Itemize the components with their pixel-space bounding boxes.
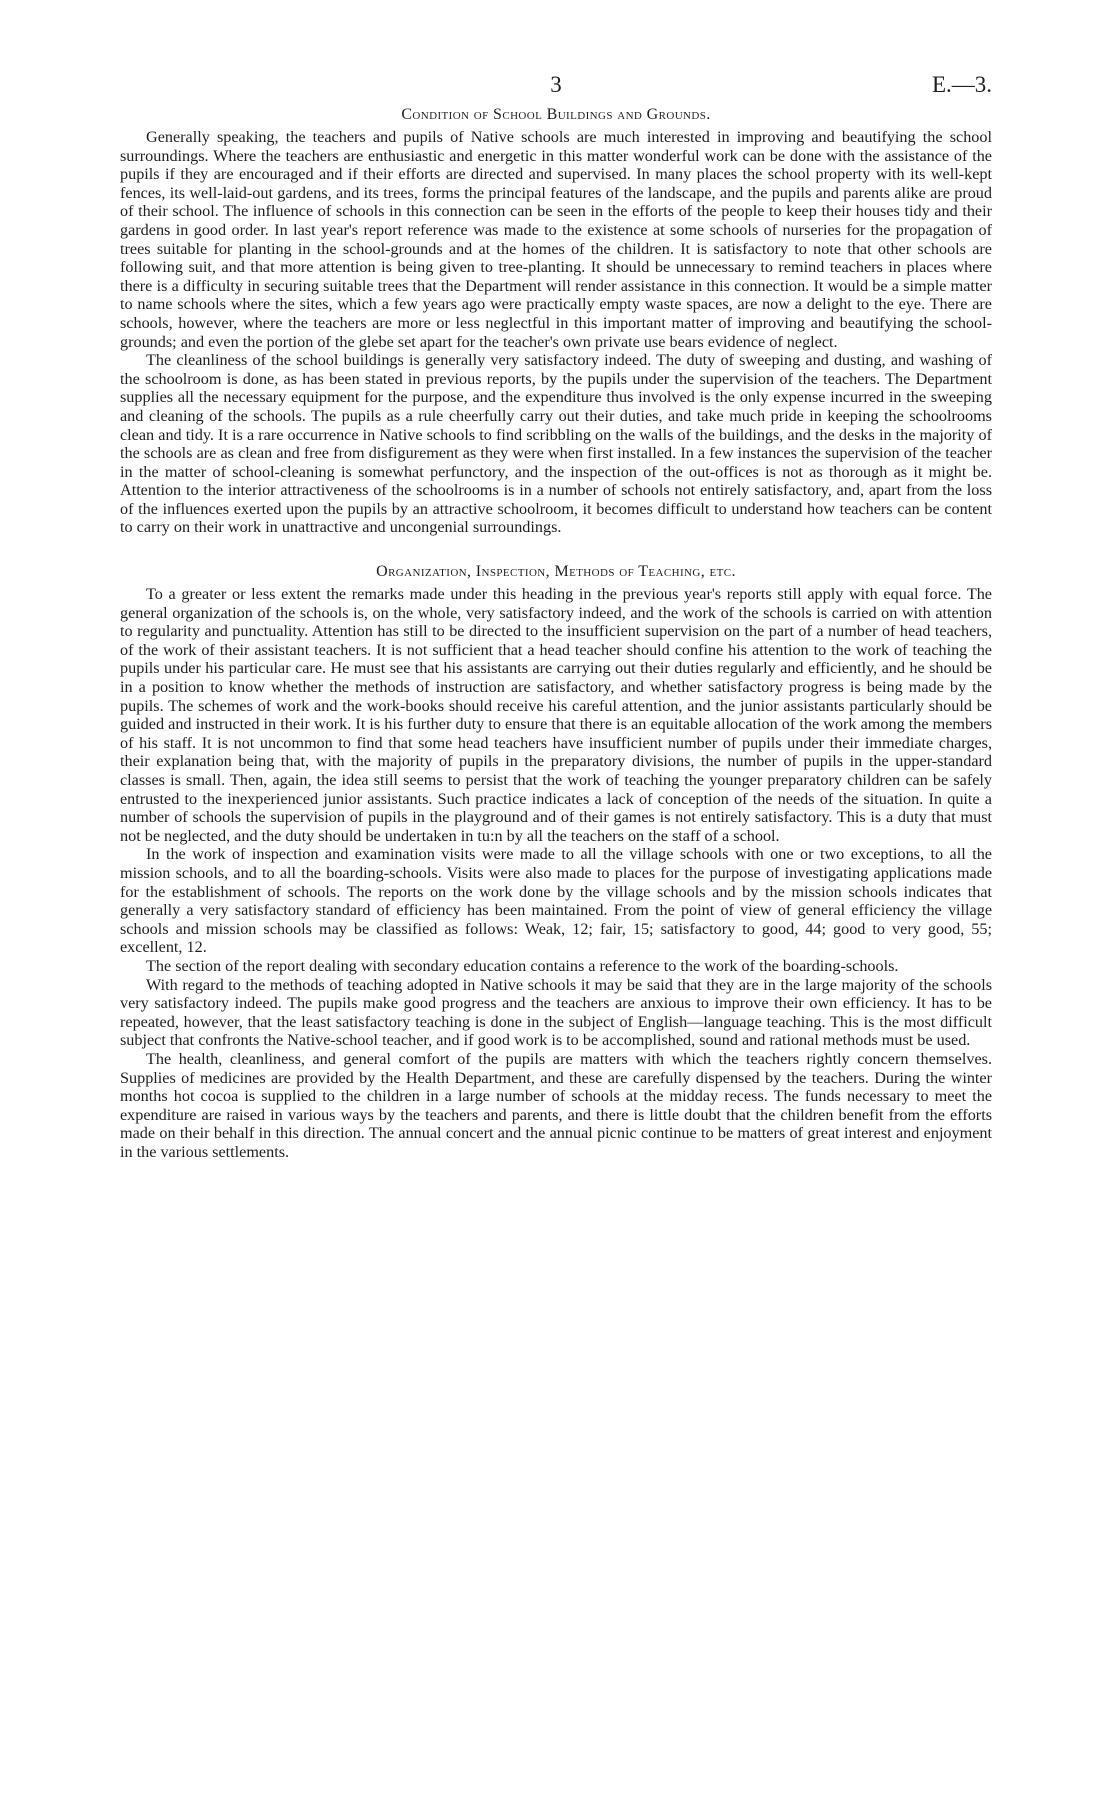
page-header: [120, 72, 992, 106]
paragraph: The section of the report dealing with secondary education contains a reference to the work of the boarding-schools.: [146, 956, 899, 975]
paragraph: With regard to the methods of teaching adopted in Native schools it may be said that they are in the large majority of the schools very satisfactory indeed. The pupils make good progress and the teachers are anxious to improve their own efficiency. It has to be repeated, however, that the least satisfactory teaching is done in the subject of English—language teaching. This is the most difficult subject that confronts the Native-school teacher, and if good work is to be accomplished, sound and rational methods must be used.: [120, 975, 992, 1050]
document-code: E.—3.: [931, 72, 992, 97]
paragraph: Generally speaking, the teachers and pupils of Native schools are much interested in improving and beautifying the school surroundings. Where the teachers are enthusiastic and energetic in this matter wonderful work can be done with the assistance of the pupils if they are encouraged and if their efforts are directed and supervised. In many places the school property with its well-kept fences, its well-laid-out gardens, and its trees, forms the principal features of the landscape, and the pupils and parents alike are proud of their school. The influence of schools in this connection can be seen in the efforts of the people to keep their houses tidy and their gardens in good order. In last year's report reference was made to the existence at some schools of nurseries for the propagation of trees suitable for planting in the school-grounds and at the homes of the children. It is satisfactory to note that other schools are following suit, and that more attention is being given to tree-planting. It should be unnecessary to remind teachers in places where there is a difficulty in securing suitable trees that the Department will render assistance in this connection. It would be a simple matter to name schools where the sites, which a few years ago were practically empty waste spaces, are now a delight to the eye. There are schools, however, where the teachers are more or less neglectful in this important matter of improving and beautifying the school-grounds; and even the portion of the glebe set apart for the teacher's own private use bears evidence of neglect.: [120, 128, 992, 351]
paragraph: In the work of inspection and examination visits were made to all the village schools with one or two exceptions, to all the mission schools, and to all the boarding-schools. Visits were also made to places for the purpose of investigating applications made for the establishment of schools. The reports on the work done by the village schools and by the mission schools indicates that generally a very satisfactory standard of efficiency has been maintained. From the point of view of general efficiency the village schools and mission schools may be classified as follows: Weak, 12; fair, 15; satisfactory to good, 44; good to very good, 55; excellent, 12.: [120, 845, 992, 957]
section-heading-organization: Organization, Inspection, Methods of Teaching, etc.: [376, 563, 736, 581]
document-page: [120, 72, 992, 1161]
paragraph: To a greater or less extent the remarks made under this heading in the previous year's reports still apply with equal force. The general organization of the schools is, on the whole, very satisfactory indeed, and the work of the schools is carried on with attention to regularity and punctuality. Attention has still to be directed to the insufficient supervision on the part of a number of head teachers, of the work of their assistant teachers. It is not sufficient that a head teacher should confine his attention to the work of teaching the pupils under his particular care. He must see that his assistants are carrying out their duties regularly and efficiently, and he should be in a position to know whether the methods of instruction are satisfactory, and whether satisfactory progress is being made by the pupils. The schemes of work and the work-books should receive his careful attention, and the junior assistants particularly should be guided and instructed in their work. It is his further duty to ensure that there is an equitable allocation of the work among the members of his staff. It is not uncommon to find that some head teachers have insufficient number of pupils under their immediate charges, their explanation being that, with the majority of pupils in the preparatory divisions, the number of pupils in the upper-standard classes is small. Then, again, the idea still seems to persist that the work of teaching the younger preparatory children can be safely entrusted to the inexperienced junior assistants. Such practice indicates a lack of conception of the needs of the situation. In quite a number of schools the supervision of pupils in the playground and of their games is not entirely satisfactory. This is a duty that must not be neglected, and the duty should be undertaken in tu:n by all the teachers on the staff of a school.: [120, 585, 992, 845]
paragraph: The health, cleanliness, and general comfort of the pupils are matters with which the teachers rightly concern themselves. Supplies of medicines are provided by the Health Department, and these are carefully dispensed by the teachers. During the winter months hot cocoa is supplied to the children in a large number of schools at the midday recess. The funds necessary to meet the expenditure are raised in various ways by the teachers and parents, and there is little doubt that the children benefit from the efforts made on their behalf in this direction. The annual concert and the annual picnic continue to be matters of great interest and enjoyment in the various settlements.: [120, 1049, 992, 1161]
page-number: 3: [550, 72, 562, 97]
section-heading-buildings: Condition of School Buildings and Grounds.: [401, 106, 711, 123]
paragraph: The cleanliness of the school buildings is generally very satisfactory indeed. The duty of sweeping and dusting, and washing of the schoolroom is done, as has been stated in previous reports, by the pupils under the supervision of the teachers. The Department supplies all the necessary equipment for the purpose, and the expenditure thus involved is the only expense incurred in the sweeping and cleaning of the schools. The pupils as a rule cheerfully carry out their duties, and take much pride in keeping the schoolrooms clean and tidy. It is a rare occurrence in Native schools to find scribbling on the walls of the buildings, and the desks in the majority of the schools are as clean and free from disfigurement as they were when first installed. In a few instances the supervision of the teacher in the matter of school-cleaning is somewhat perfunctory, and the inspection of the out-offices is not as thorough as it might be. Attention to the interior attractiveness of the schoolrooms is in a number of schools not entirely satisfactory, and, apart from the loss of the influences exerted upon the pupils by an attractive schoolroom, it becomes difficult to understand how teachers can be content to carry on their work in unattractive and uncongenial surroundings.: [120, 351, 992, 537]
